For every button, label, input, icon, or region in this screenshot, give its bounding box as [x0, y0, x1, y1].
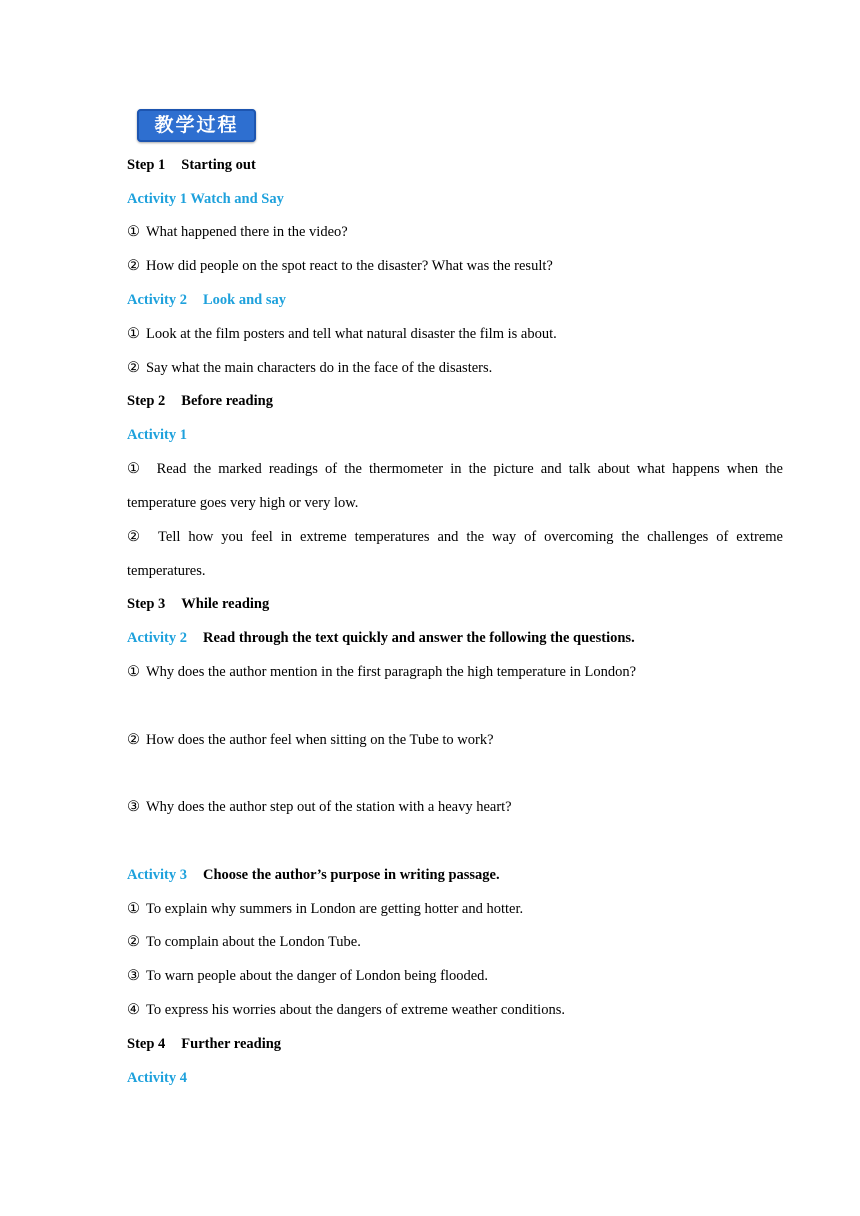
step-2-heading: Step 2 Before reading — [127, 393, 273, 409]
activity-1b-heading: Activity 1 — [127, 427, 187, 443]
step-3-heading: Step 3 While reading — [127, 596, 270, 612]
list-item: ② How did people on the spot react to the disaster? What was the result? — [127, 258, 553, 274]
option-item: ① To explain why summers in London are getting hotter and hotter. — [127, 901, 524, 917]
option-item: ② To complain about the London Tube. — [127, 934, 361, 950]
activity-2b-heading: Activity 2 Read through the text quickly and answer the following the questions. — [127, 630, 635, 646]
activity-1-heading: Activity 1 Watch and Say — [127, 191, 284, 207]
list-item: ② Tell how you feel in extreme temperatures and the way of overcoming the challenges of extreme — [127, 529, 783, 545]
list-item: ① Read the marked readings of the thermometer in the picture and talk about what happens when the — [127, 461, 783, 477]
activity-4-heading: Activity 4 — [127, 1070, 187, 1086]
list-item-continuation: temperature goes very high or very low. — [127, 495, 359, 511]
question-item: ② How does the author feel when sitting on the Tube to work? — [127, 732, 494, 748]
list-item: ② Say what the main characters do in the face of the disasters. — [127, 360, 493, 376]
question-item: ③ Why does the author step out of the station with a heavy heart? — [127, 799, 512, 815]
activity-3-heading: Activity 3 Choose the author’s purpose in writing passage. — [127, 867, 500, 883]
option-item: ④ To express his worries about the dangers of extreme weather conditions. — [127, 1002, 565, 1018]
list-item: ① Look at the film posters and tell what natural disaster the film is about. — [127, 326, 557, 342]
option-item: ③ To warn people about the danger of London being flooded. — [127, 968, 489, 984]
list-item-continuation: temperatures. — [127, 563, 206, 579]
step-4-heading: Step 4 Further reading — [127, 1036, 282, 1052]
activity-2-heading: Activity 2 Look and say — [127, 292, 287, 308]
question-item: ① Why does the author mention in the first paragraph the high temperature in London? — [127, 664, 637, 680]
step-1-heading: Step 1 Starting out — [127, 157, 256, 173]
section-badge: 教学过程 — [137, 109, 256, 142]
list-item: ① What happened there in the video? — [127, 224, 348, 240]
